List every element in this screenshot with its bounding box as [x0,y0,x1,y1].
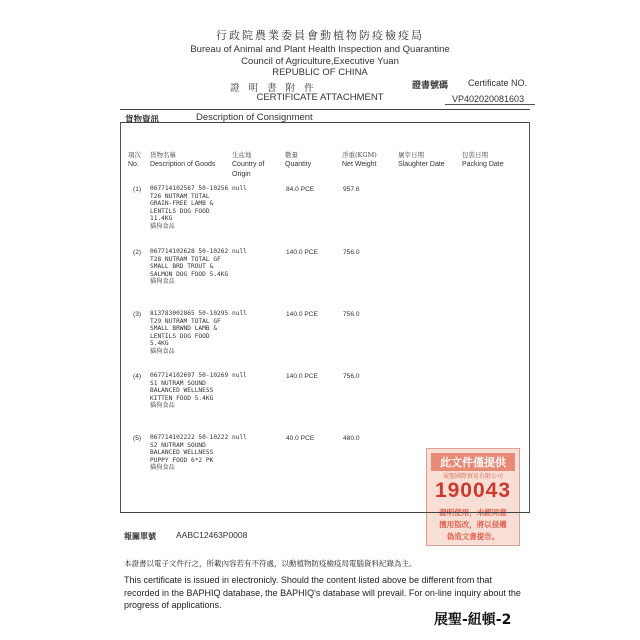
watermark-stamp [426,448,520,546]
council-name-en: Council of Agriculture,Executive Yuan [241,56,399,67]
row-1-goods: 067714102567 50-10256 T26 NUTRAM TOTAL GRAIN-FREE LAMB & LENTILS DOG FOOD 11.4KG 貓狗食品 [150,185,229,230]
attachment-title-zh: 證 明 書 附 件 [230,83,317,94]
col-header-packing-date: 包裝日期 Packing Date [462,151,504,168]
col-header-goods: 貨物名稱 Description of Goods [150,151,216,168]
table-bottom-rule [120,512,530,513]
row-5-no: (5) [133,435,142,442]
declaration-label-zh: 報關單號 [124,531,156,541]
row-3-origin: null [232,310,247,317]
stamp-number: 190043 [434,479,512,502]
row-2-quantity: 140.0 PCE [286,249,318,256]
table-right-border [529,122,530,512]
row-3-goods: 813783002865 50-10295 T29 NUTRAM TOTAL GF SMALL BRWND LAMB & LENTILS DOG FOOD 5.4KG 貓狗食品 [150,310,229,355]
col-header-origin: 生産地 Country of Origin [232,151,265,178]
bureau-title-zh: 行政院農業委員會動植物防疫檢疫局 [216,29,424,42]
stamp-line-1: 證明使用，未經同意 [439,508,507,517]
table-left-border [120,122,121,512]
col-header-quantity: 數量 Quantity [285,151,312,168]
row-5-quantity: 40.0 PCE [286,435,315,442]
row-5-origin: null [232,434,247,441]
stamp-line-2: 擅用盜改，將以侵權 [439,520,507,529]
row-1-net-weight: 957.6 [343,186,360,193]
row-4-net-weight: 756.0 [343,373,360,380]
country-name: REPUBLIC OF CHINA [272,67,368,78]
stamp-line-3: 偽造文書提告。 [446,532,500,541]
stamp-company: 展聖國際貿易有限公司 [442,473,503,480]
attachment-title-en: CERTIFICATE ATTACHMENT [256,92,384,103]
cert-label-en: Certificate NO. [468,78,528,88]
cert-label-zh: 證書號碼 [412,81,449,91]
section-label-zh: 貨物資訊 [125,115,160,125]
col-header-no: 項次 No. [128,151,141,168]
section-label-en: Description of Consignment [196,112,313,123]
row-3-no: (3) [133,311,142,318]
section-rule-top [120,109,530,110]
row-2-goods: 067714102628 50-10262 T28 NUTRAM TOTAL GF SMALL BRD TROUT & SALMON DOG FOOD 5.4KG 貓狗食品 [150,248,229,286]
table-top-rule [120,122,530,123]
cert-number: VP402020081603 [452,94,525,104]
row-4-origin: null [232,372,247,379]
row-3-net-weight: 756.0 [343,311,360,318]
brand-label: 展聖-紐頓-2 [434,612,512,628]
row-5-net-weight: 480.0 [343,435,360,442]
stamp-top-text: 此文件僅提供 [431,453,515,471]
cert-underline [445,104,535,105]
row-4-no: (4) [133,373,142,380]
row-2-origin: null [232,248,247,255]
col-header-net-weight: 淨重(KGM) Net Weight [342,151,377,168]
row-2-net-weight: 756.0 [343,249,360,256]
declaration-number: AABC12463P0008 [176,530,248,540]
footer-note-zh: 本證書以電子文件行之，所載內容若有不符處，以動植物防疫檢疫局電腦資料紀錄為主。 [124,559,417,568]
row-1-origin: null [232,185,247,192]
row-4-goods: 067714102697 50-10269 S1 NUTRAM SOUND BALANCED WELLNESS KITTEN FOOD 5.4KG 貓狗食品 [150,372,229,410]
row-4-quantity: 140.0 PCE [286,373,318,380]
row-2-no: (2) [133,249,142,256]
row-3-quantity: 140.0 PCE [286,311,318,318]
col-header-slaughter-date: 屠宰日期 Slaughter Date [398,151,445,168]
row-5-goods: 067714102222 50-10222 S2 NUTRAM SOUND BALANCED WELLNESS PUPPY FOOD 6*2 PK 貓狗食品 [150,434,229,472]
row-1-quantity: 84.0 PCE [286,186,315,193]
footer-note-en: This certificate is issued in electronicly. Should the content listed above be different from that recorded in the BAPHIQ database, the BAPHIQ's database will prevail. For on-line inquiry about the progress of applications. [124,575,521,610]
row-1-no: (1) [133,186,142,193]
bureau-name-en: Bureau of Animal and Plant Health Inspection and Quarantine [190,44,450,55]
